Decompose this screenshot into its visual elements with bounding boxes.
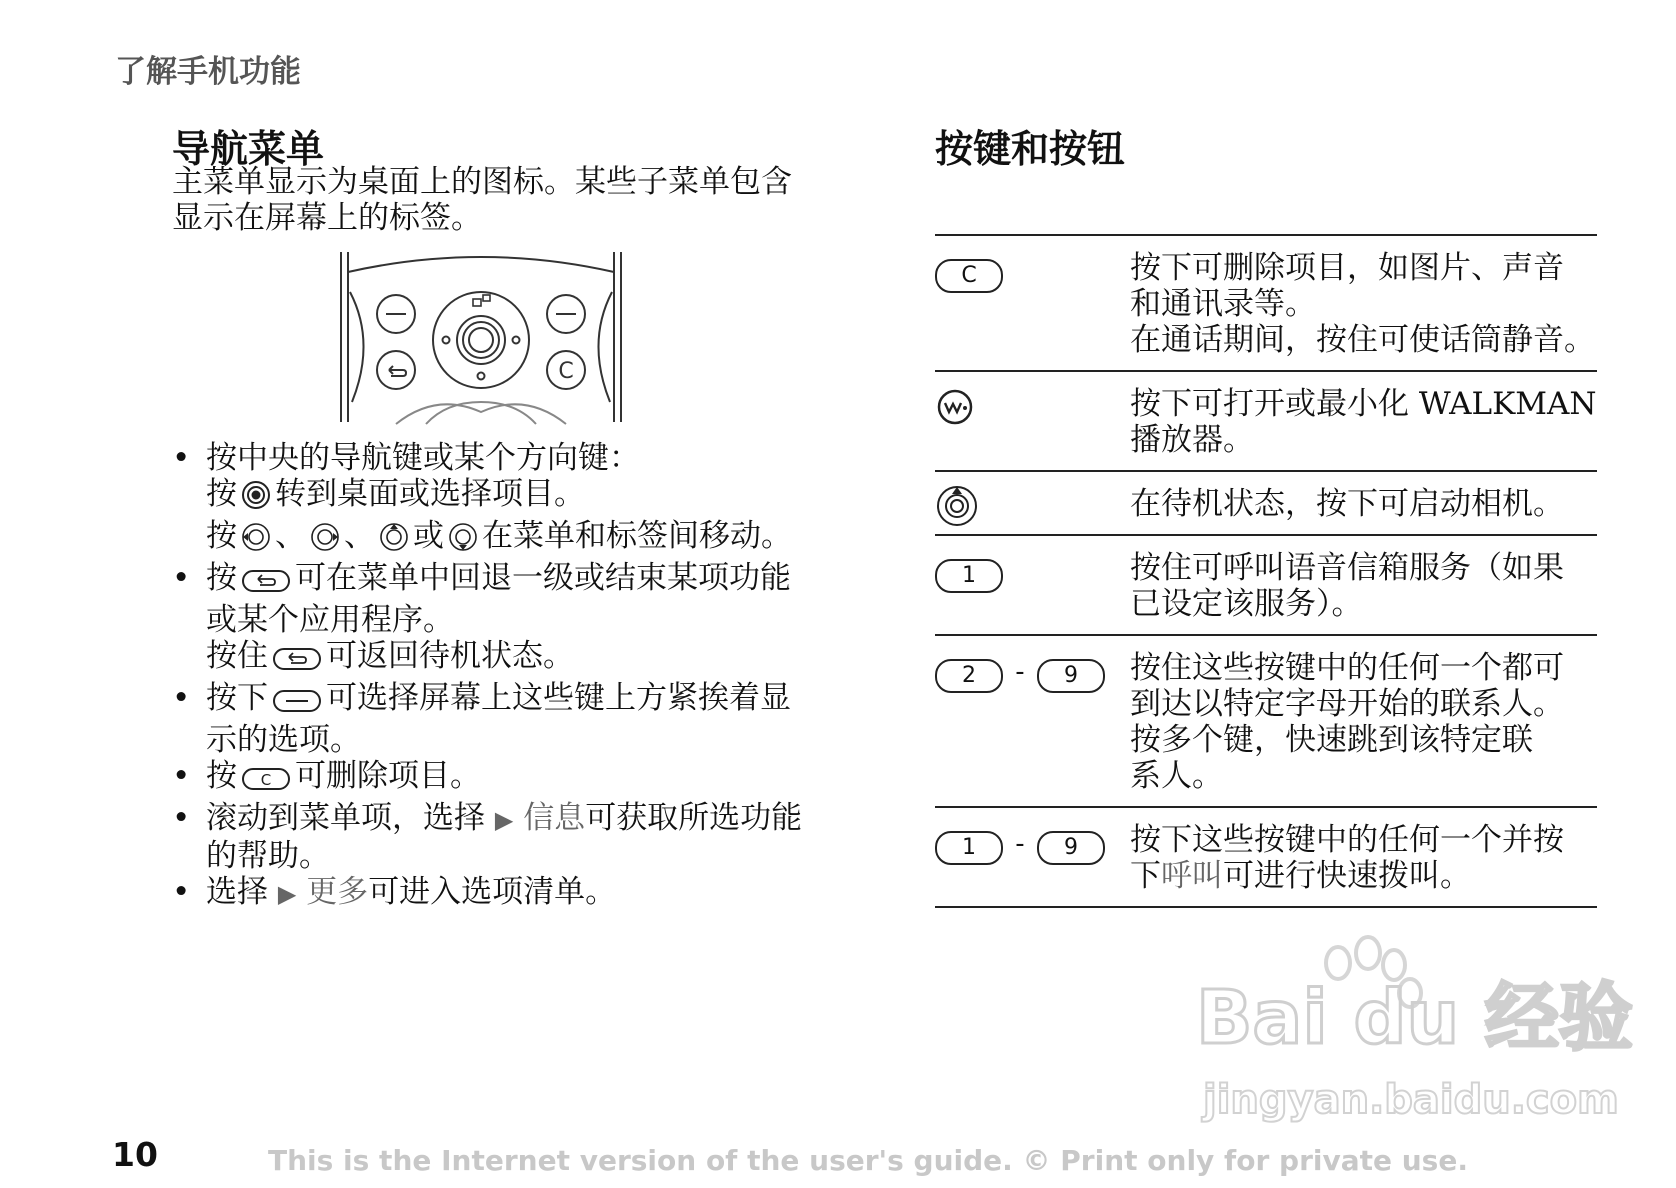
text-run: 按 [206, 560, 237, 596]
key-description: 按多个键，快速跳到该特定联 [1130, 722, 1533, 758]
text-run: 按 [206, 758, 237, 794]
intro-paragraph [172, 164, 832, 236]
key-description: 按下这些按键中的任何一个并按 [1130, 822, 1564, 858]
text-run: 按住 [206, 638, 268, 674]
arrow-right-icon: ▶ [494, 806, 514, 834]
key-description: 按下可打开或最小化 WALKMAN [1130, 386, 1597, 422]
watermark-logo: Bai du 经验 [1196, 975, 1633, 1061]
text-run: 可选择屏幕上这些键上方紧挨着显 [326, 680, 791, 716]
table-row [935, 234, 1597, 370]
back-key-icon [272, 644, 322, 680]
key-range-1-9-icon: 1 - 9 [935, 826, 1105, 865]
right-section-title: 按键和按钮 [935, 127, 1126, 171]
walkman-key-icon [935, 390, 975, 438]
list-line [206, 560, 842, 602]
key-description: 已设定该服务）。 [1130, 586, 1363, 622]
key-range-2-9-icon: 2 - 9 [935, 654, 1105, 693]
list-line: 或某个应用程序。 [206, 602, 454, 638]
key-description: 播放器。 [1130, 422, 1254, 458]
key-description: 按住可呼叫语音信箱服务（如果 [1130, 550, 1564, 586]
key-description: 按住这些按键中的任何一个都可 [1130, 650, 1564, 686]
text-run: 转到桌面或选择项目。 [275, 476, 585, 512]
keys-and-buttons-table [935, 234, 1597, 908]
watermark-url: jingyan.baidu.com [1203, 1077, 1619, 1123]
left-section-title: 导航菜单 [172, 127, 325, 171]
key-description: 按下可删除项目，如图片、声音 [1130, 250, 1564, 286]
navigation-keypad-illustration [336, 252, 626, 428]
text-run: 或 [413, 518, 444, 554]
list-item [172, 680, 842, 758]
list-line: 的帮助。 [206, 838, 330, 874]
baidu-jingyan-watermark [1188, 935, 1633, 1129]
menu-term-info: 信息 [523, 800, 586, 836]
text-run: 、 [275, 518, 306, 554]
page-number: 10 [112, 1135, 158, 1174]
text-run: 按 [206, 518, 237, 554]
list-line [206, 638, 842, 680]
list-item [172, 560, 842, 680]
footer-note: This is the Internet version of the user's guide. © Print only for private use. [268, 1144, 1468, 1177]
down-key-icon [448, 522, 478, 560]
list-item [172, 758, 842, 800]
text-run: 可进行快速拨叫。 [1223, 858, 1471, 894]
camera-key-icon [935, 484, 979, 536]
list-item [172, 800, 842, 874]
text-run: 选择 [206, 874, 268, 910]
section-header: 了解手机功能 [115, 54, 301, 90]
selection-key-icon [272, 686, 322, 722]
text-run: 按下 [206, 680, 268, 716]
text-run: 下 [1130, 858, 1161, 894]
text-run: 可返回待机状态。 [326, 638, 574, 674]
list-line [206, 518, 842, 560]
text-run: 在菜单和标签间移动。 [482, 518, 792, 554]
list-line [206, 476, 842, 518]
table-row [935, 534, 1597, 634]
list-line [206, 800, 842, 838]
list-item [172, 874, 842, 912]
intro-line: 显示在屏幕上的标签。 [172, 200, 482, 236]
table-row [935, 470, 1597, 534]
intro-line: 主菜单显示为桌面上的图标。某些子菜单包含 [172, 164, 792, 200]
table-row [935, 634, 1597, 806]
up-key-icon [379, 522, 409, 560]
text-run: 、 [344, 518, 375, 554]
text-run: 滚动到菜单项，选择 [206, 800, 485, 836]
text-run: 可获取所选功能 [585, 800, 803, 836]
table-row [935, 806, 1597, 908]
text-run: 可删除项目。 [295, 758, 481, 794]
key-description: 在待机状态，按下可启动相机。 [1130, 486, 1564, 522]
key-description: 和通讯录等。 [1130, 286, 1316, 322]
key-description: 到达以特定字母开始的联系人。 [1130, 686, 1564, 722]
right-key-icon [310, 522, 340, 560]
svg-text:C: C [558, 359, 574, 384]
c-key-icon: C [935, 254, 1003, 293]
svg-text:C: C [260, 771, 272, 789]
arrow-right-icon: ▶ [277, 880, 297, 908]
list-line: • 按中央的导航键或某个方向键： [206, 440, 640, 476]
menu-term-more: 更多 [306, 874, 369, 910]
table-row [935, 370, 1597, 470]
text-run: 可进入选项清单。 [368, 874, 617, 910]
key-1-icon: 1 [935, 554, 1003, 593]
list-line [206, 680, 842, 722]
key-description [1130, 858, 1597, 894]
list-line [206, 874, 842, 912]
center-key-icon [241, 480, 271, 518]
menu-term-call: 呼叫 [1161, 858, 1223, 894]
back-key-icon [241, 566, 291, 602]
left-key-icon [241, 522, 271, 560]
navigation-instructions-list [172, 440, 842, 912]
key-description: 在通话期间，按住可使话筒静音。 [1130, 322, 1595, 358]
list-line: 示的选项。 [206, 722, 361, 758]
list-line [206, 758, 842, 800]
list-item [172, 440, 842, 560]
c-key-icon [241, 764, 291, 800]
key-description: 系人。 [1130, 758, 1223, 794]
text-run: 可在菜单中回退一级或结束某项功能 [295, 560, 791, 596]
text-run: 按 [206, 476, 237, 512]
